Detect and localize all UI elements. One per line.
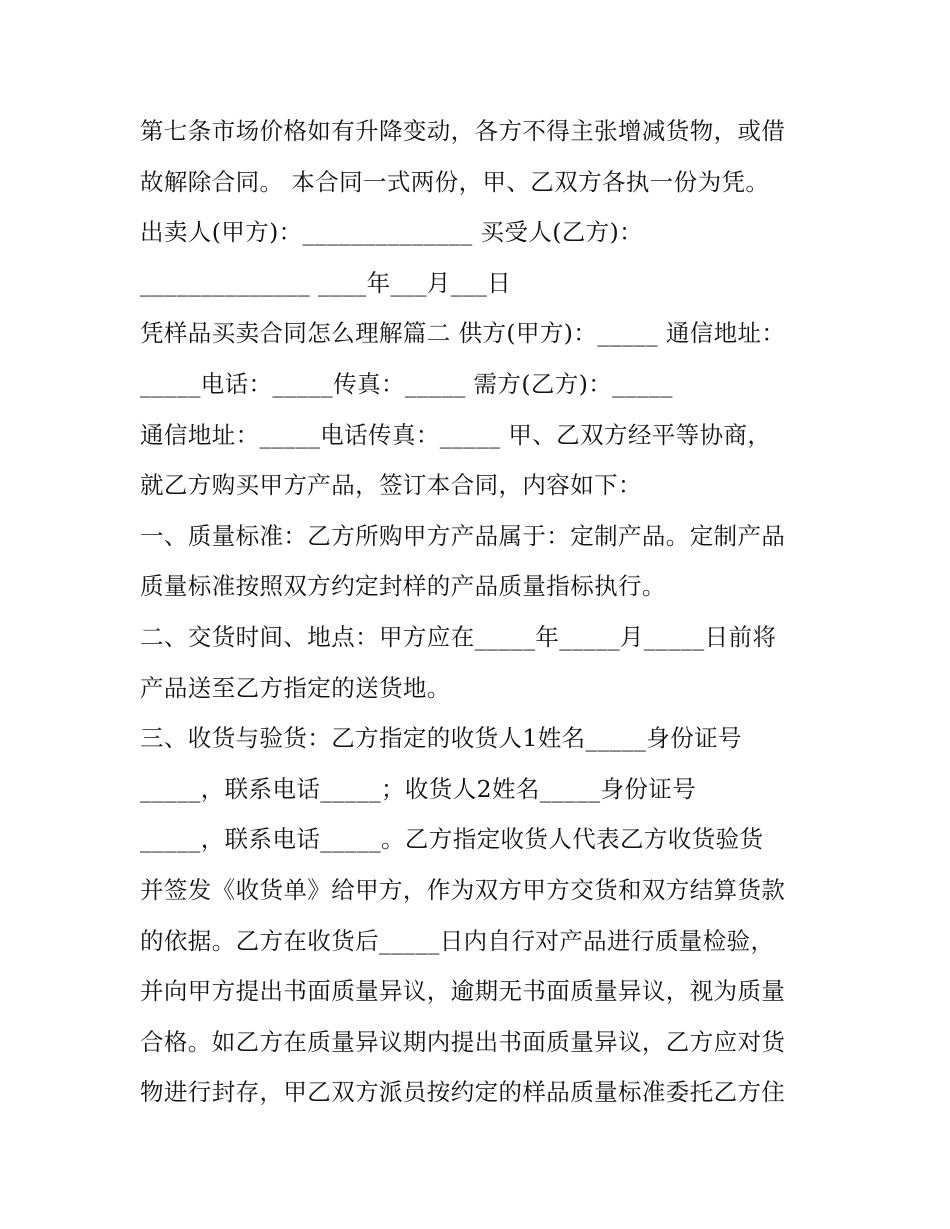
text-line: 并向甲方提出书面质量异议，逾期无书面质量异议，视为质量 bbox=[140, 977, 786, 1006]
text-line: ______________ ____年___月___日 bbox=[140, 268, 512, 297]
text-line: 三、收货与验货：乙方指定的收货人1姓名_____身份证号 bbox=[140, 724, 742, 753]
text-line: _____电话：_____传真：_____ 需方(乙方)：_____ bbox=[140, 369, 673, 398]
text-line: 合格。如乙方在质量异议期内提出书面质量异议，乙方应对货 bbox=[140, 1027, 786, 1056]
text-line: _____，联系电话_____；收货人2姓名_____身份证号 bbox=[140, 774, 697, 803]
text-line: 质量标准按照双方约定封样的产品质量指标执行。 bbox=[140, 572, 666, 601]
text-line: _____，联系电话_____。乙方指定收货人代表乙方收货验货 bbox=[140, 825, 764, 854]
text-line: 故解除合同。 本合同一式两份，甲、乙双方各执一份为凭。 bbox=[140, 167, 770, 196]
text-line: 出卖人(甲方)：______________ 买受人(乙方)： bbox=[140, 218, 644, 247]
text-line: 产品送至乙方指定的送货地。 bbox=[140, 673, 451, 702]
text-line: 的依据。乙方在收货后_____日内自行对产品进行质量检验， bbox=[140, 926, 775, 955]
contract-text bbox=[140, 106, 820, 1118]
text-line: 二、交货时间、地点：甲方应在_____年_____月_____日前将 bbox=[140, 622, 777, 651]
text-line: 凭样品买卖合同怎么理解篇二 供方(甲方)：_____ 通信地址： bbox=[140, 319, 786, 348]
text-line: 就乙方购买甲方产品，签订本合同，内容如下： bbox=[140, 471, 642, 500]
text-line: 一、质量标准：乙方所购甲方产品属于：定制产品。定制产品 bbox=[140, 521, 786, 550]
text-line: 第七条市场价格如有升降变动，各方不得主张增减货物，或借 bbox=[140, 117, 786, 145]
text-line: 物进行封存，甲乙双方派员按约定的样品质量标准委托乙方住 bbox=[140, 1078, 786, 1107]
text-line: 并签发《收货单》给甲方，作为双方甲方交货和双方结算货款 bbox=[140, 875, 786, 904]
text-line: 通信地址：_____电话传真：_____ 甲、乙双方经平等协商， bbox=[140, 420, 772, 449]
